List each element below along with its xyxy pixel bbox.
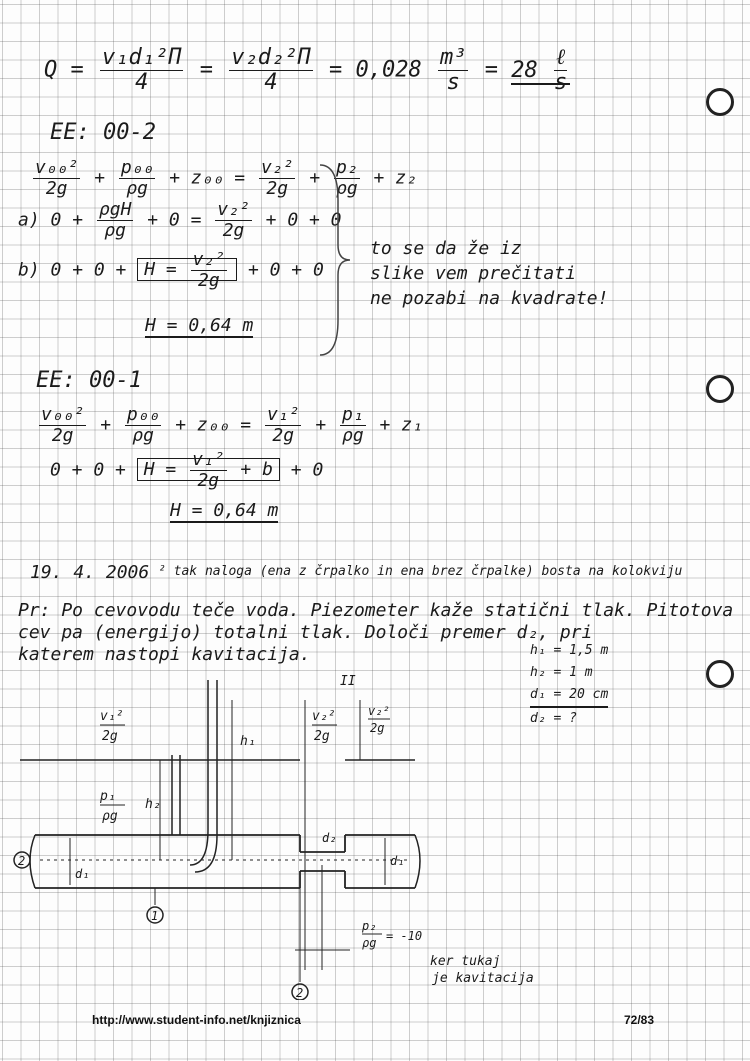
term: H =: [144, 259, 177, 281]
label-cavitation-2: je kavitacija: [432, 971, 534, 986]
op: +: [94, 167, 106, 189]
frac-num: v₂²: [260, 157, 294, 178]
frac-num: p₂: [336, 157, 358, 178]
term: + b: [240, 459, 273, 481]
pipe-diagram: [0, 660, 560, 1000]
frac-num: v₀₀²: [41, 404, 85, 425]
label-h2: h₂: [145, 797, 161, 812]
frac-den: ρg: [126, 177, 148, 199]
note-line: ne pozabi na kvadrate!: [370, 288, 609, 309]
label-p1: p₁: [100, 789, 116, 804]
frac-num: v₁d₁²Π: [102, 45, 182, 70]
flow-unit: [438, 46, 469, 95]
label-point-1: 1: [151, 909, 159, 923]
equals: =: [199, 57, 213, 83]
term: 0 + 0 +: [50, 259, 127, 281]
frac-den: ρg: [336, 177, 358, 199]
label-v1: v₁²: [100, 709, 124, 724]
term: + 0 + 0: [247, 259, 324, 281]
result-h-a: H = 0,64 m: [145, 315, 254, 336]
fraction-2: [229, 46, 312, 95]
label-p2: p₂: [362, 919, 377, 933]
frac-num: p₀₀: [120, 157, 154, 178]
flow-result: [511, 45, 570, 96]
curly-brace: [310, 157, 360, 360]
term: + 0 =: [147, 209, 202, 231]
boxed-term: [137, 249, 237, 291]
page-number: 72/83: [624, 1013, 655, 1027]
frac-den: ρg: [104, 219, 126, 241]
equation-line-b2: [50, 450, 323, 491]
frac-num: v₂²: [217, 199, 250, 220]
term: 0 +: [50, 209, 84, 231]
note-line: to se da že iz: [370, 238, 522, 259]
op: + z₂: [373, 167, 417, 189]
note-line: slike vem prečitati: [370, 263, 576, 284]
frac-num: p₀₀: [126, 404, 160, 425]
problem-line: katerem nastopi kavitacija.: [18, 644, 311, 665]
label-section-2: II: [340, 674, 356, 689]
result-h-b: H = 0,64 m: [170, 500, 279, 521]
problem-line: Pr: Po cevovodu teče voda. Piezometer kaže statični tlak. Pitotova: [18, 600, 734, 621]
op: +: [100, 414, 112, 436]
frac-den: 2g: [222, 219, 245, 241]
equation-line-a: [18, 200, 342, 241]
frac-num: v₁²: [266, 404, 300, 425]
frac-num: v₂d₂²Π: [231, 45, 311, 70]
op: +: [315, 414, 327, 436]
equals: =: [484, 57, 498, 83]
label-point-2: 2: [296, 986, 304, 1000]
label-v2-den: 2g: [314, 729, 330, 744]
date-note: ² tak naloga (ena z črpalko in ena brez črpalke) bosta na kolokviju: [158, 564, 683, 579]
equals: =: [328, 57, 343, 83]
footer-url[interactable]: http://www.student-info.net/knjiznica: [92, 1013, 301, 1027]
fraction-1: [100, 46, 183, 95]
given-d2: d₂ = ?: [530, 711, 577, 726]
side-note: [370, 236, 608, 311]
label-d2: d₂: [322, 831, 337, 845]
section-title-ee00-1: EE: 00-1: [36, 368, 142, 393]
frac-num: v₁²: [192, 449, 225, 470]
section-title-ee00-2: EE: 00-2: [50, 120, 156, 145]
binder-hole-top: [706, 88, 734, 116]
item-label: a): [18, 209, 40, 231]
label-p2-den: ρg: [362, 936, 377, 950]
label-h1: h₁: [240, 734, 256, 749]
frac-den: 2g: [266, 177, 289, 199]
frac-num: p₁: [342, 404, 364, 425]
pitot-tube-outer: [190, 680, 208, 865]
given-d1: d₁ = 20 cm: [530, 684, 608, 708]
term: H =: [143, 459, 177, 481]
op: +: [309, 167, 321, 189]
result-value: 28: [511, 57, 538, 83]
frac-den: 4: [264, 70, 278, 96]
label-p2-value: = -10: [386, 929, 423, 943]
frac-den: ρg: [342, 424, 364, 446]
bernoulli-equation-b: [36, 405, 423, 446]
term: 0 + 0 +: [50, 459, 126, 481]
term: + 0: [290, 459, 324, 481]
frac-den: ρg: [132, 424, 154, 446]
eq-lhs: Q =: [44, 57, 84, 83]
problem-statement: [18, 600, 733, 666]
equation-line-b: [18, 250, 324, 291]
date: 19. 4. 2006: [30, 562, 150, 583]
label-v2b-den: 2g: [370, 721, 385, 735]
frac-num: ρgH: [98, 199, 132, 220]
label-p1-den: ρg: [102, 809, 118, 824]
binder-hole-middle: [706, 375, 734, 403]
frac-num: v₂²: [192, 249, 226, 270]
item-label: b): [18, 259, 40, 281]
op: + z₀₀ =: [175, 414, 252, 436]
label-d1-left: d₁: [75, 867, 90, 881]
label-v2b: v₂²: [368, 704, 390, 718]
frac-den: 2g: [45, 177, 68, 199]
term: + 0 + 0: [265, 209, 342, 231]
frac-den: 4: [135, 70, 149, 96]
pitot-tube-inner: [195, 680, 217, 872]
boxed-term: [137, 449, 280, 491]
frac-num: m³: [439, 45, 467, 70]
label-entry: 2: [18, 854, 26, 868]
label-cavitation-1: ker tukaj: [430, 954, 501, 969]
op: + z₀₀ =: [169, 167, 246, 189]
problem-line: cev pa (energijo) totalni tlak. Določi premer d₂, pri: [18, 622, 593, 643]
frac-num: ℓ: [554, 46, 567, 71]
frac-den: 2g: [272, 424, 295, 446]
op: + z₁: [379, 414, 423, 436]
frac-den: 2g: [197, 469, 220, 491]
frac-den: 2g: [51, 424, 74, 446]
flow-rate-equation: [44, 46, 570, 95]
frac-num: v₀₀²: [35, 157, 79, 178]
frac-den: s: [553, 70, 568, 96]
frac-den: 2g: [198, 269, 220, 291]
label-v2: v₂²: [312, 709, 336, 724]
given-h1: h₁ = 1,5 m: [530, 643, 609, 658]
frac-den: s: [446, 70, 460, 96]
flow-value: 0,028: [355, 57, 422, 83]
given-h2: h₂ = 1 m: [530, 665, 593, 680]
label-d1-right: d₁: [390, 854, 405, 868]
label-v1-den: 2g: [102, 729, 118, 744]
